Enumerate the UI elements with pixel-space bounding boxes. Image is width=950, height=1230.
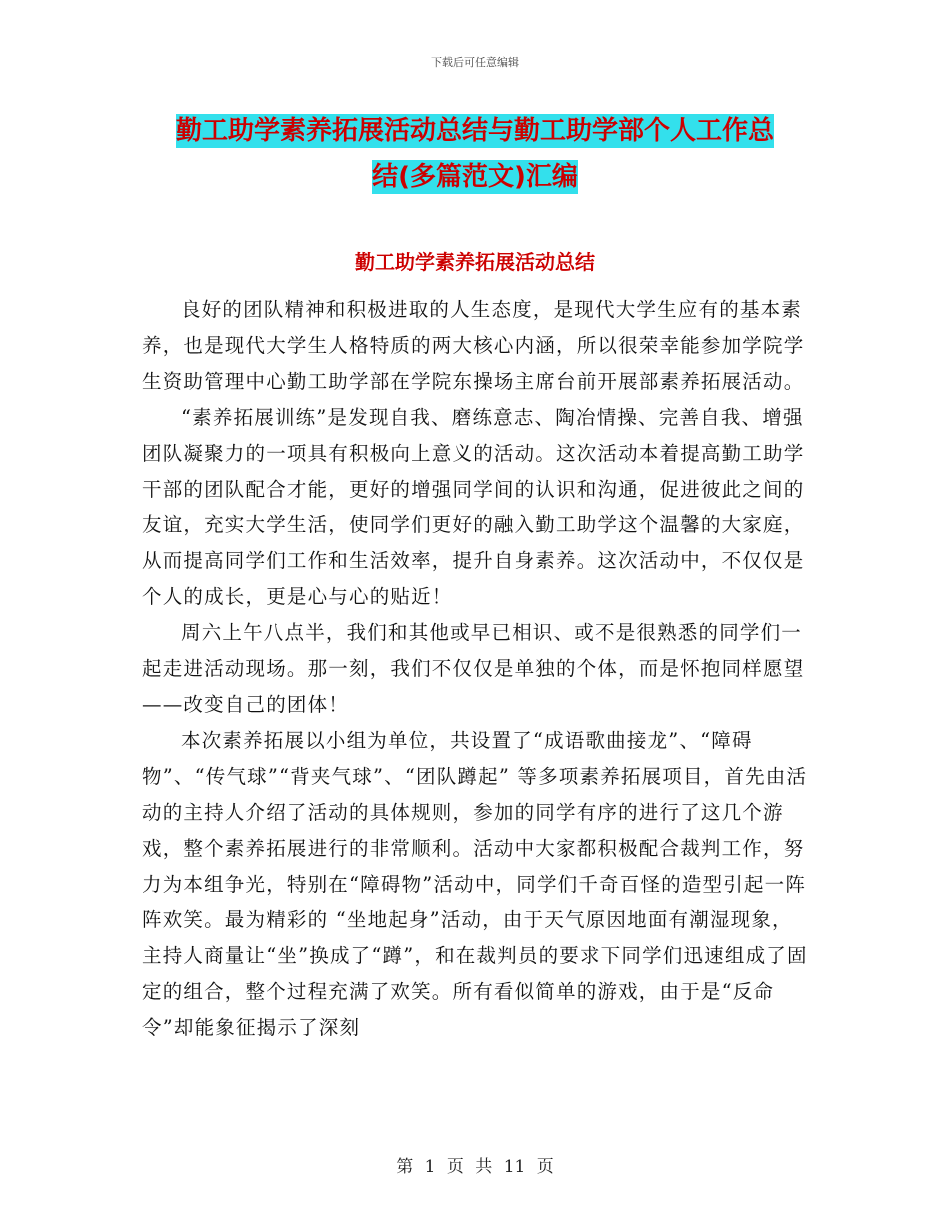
document-title [140,108,810,200]
title-line-2: 结(多篇范文)汇编 [372,162,578,192]
paragraph-2: “素养拓展训练”是发现自我、磨练意志、陶冶情操、完善自我、增强团队凝聚力的一项具有积极向上意义的活动。这次活动本着提高勤工助学干部的团队配合才能，更好的增强同学间的认识和沟通，促进彼此之间的友谊，充实大学生活，使同学们更好的融入勤工助学这个温馨的大家庭，从而提高同学们工作和生活效率，提升自身素养。这次活动中，不仅仅是个人的成长，更是心与心的贴近！ [142,405,805,609]
title-line-1: 勤工助学素养拓展活动总结与勤工助学部个人工作总 [175,116,774,146]
paragraph-4: 本次素养拓展以小组为单位，共设置了“成语歌曲接龙”、“障碍物”、“传气球”“背夹气球”、“团队蹲起” 等多项素养拓展项目，首先由活动的主持人介绍了活动的具体规则，参加的同学有序的进行了这几个游戏，整个素养拓展进行的非常顺利。活动中大家都积极配合裁判工作，努力为本组争光，特别在“障碍物”活动中，同学们千奇百怪的造型引起一阵阵欢笑。最为精彩的 “坐地起身”活动，由于天气原因地面有潮湿现象，主持人商量让“坐”换成了“蹲”，和在裁判员的要求下同学们迅速组成了固定的组合，整个过程充满了欢笑。所有看似简单的游戏，由于是“反命令”却能象征揭示了深刻 [142,728,808,1040]
body-text [142,292,810,1046]
section-title: 勤工助学素养拓展活动总结 [355,250,595,274]
header-note: 下载后可任意编辑 [431,56,519,69]
page-footer: 第 1 页 共 11 页 [396,1157,554,1177]
paragraph-1: 良好的团队精神和积极进取的人生态度，是现代大学生应有的基本素养，也是现代大学生人格特质的两大核心内涵，所以很荣幸能参加学院学生资助管理中心勤工助学部在学院东操场主席台前开展部素养拓展活动。 [142,298,805,393]
paragraph-3: 周六上午八点半，我们和其他或早已相识、或不是很熟悉的同学们一起走进活动现场。那一刻，我们不仅仅是单独的个体，而是怀抱同样愿望——改变自己的团体！ [142,621,805,716]
